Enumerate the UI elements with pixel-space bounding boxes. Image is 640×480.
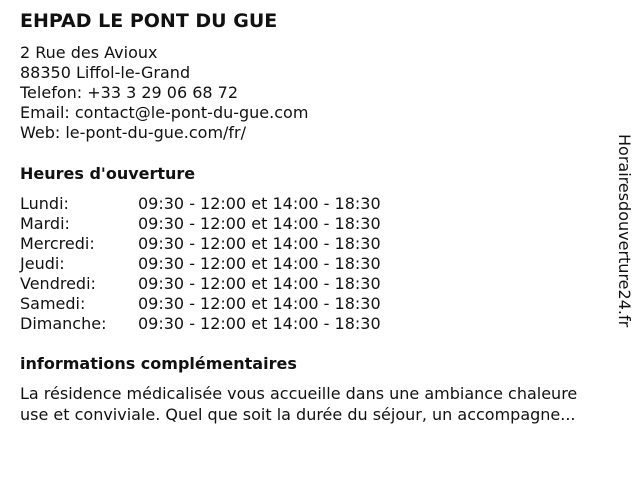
page-title: EHPAD LE PONT DU GUE	[20, 10, 278, 32]
hours-time: 09:30 - 12:00 et 14:00 - 18:30	[138, 194, 381, 213]
hours-day: Vendredi:	[20, 274, 96, 293]
address-street: 2 Rue des Avioux	[20, 43, 158, 62]
phone-number: Telefon: +33 3 29 06 68 72	[20, 83, 239, 102]
hours-day: Dimanche:	[20, 314, 107, 333]
opening-hours-table	[20, 194, 440, 334]
hours-heading: Heures d'ouverture	[20, 164, 196, 183]
hours-day: Mardi:	[20, 214, 70, 233]
website-url: Web: le-pont-du-gue.com/fr/	[20, 123, 247, 142]
hours-row-mercredi	[20, 234, 440, 254]
hours-time: 09:30 - 12:00 et 14:00 - 18:30	[138, 234, 381, 253]
hours-day: Mercredi:	[20, 234, 95, 253]
hours-row-jeudi	[20, 254, 440, 274]
hours-day: Lundi:	[20, 194, 69, 213]
hours-time: 09:30 - 12:00 et 14:00 - 18:30	[138, 294, 381, 313]
hours-row-lundi	[20, 194, 440, 214]
site-watermark: Horairesdouverture24.fr	[615, 134, 634, 328]
description-line: La résidence médicalisée vous accueille dans une ambiance chaleure	[20, 384, 578, 403]
hours-row-dimanche	[20, 314, 440, 334]
description-text	[20, 383, 630, 425]
info-heading: informations complémentaires	[20, 354, 297, 373]
hours-day: Jeudi:	[20, 254, 65, 273]
hours-time: 09:30 - 12:00 et 14:00 - 18:30	[138, 274, 381, 293]
hours-time: 09:30 - 12:00 et 14:00 - 18:30	[138, 214, 381, 233]
contact-block	[20, 43, 308, 143]
hours-row-vendredi	[20, 274, 440, 294]
email-address: Email: contact@le-pont-du-gue.com	[20, 103, 309, 122]
hours-time: 09:30 - 12:00 et 14:00 - 18:30	[138, 254, 381, 273]
address-city: 88350 Liffol-le-Grand	[20, 63, 191, 82]
description-line: use et conviviale. Quel que soit la durée du séjour, un accompagne...	[20, 405, 576, 424]
hours-row-mardi	[20, 214, 440, 234]
hours-day: Samedi:	[20, 294, 86, 313]
hours-time: 09:30 - 12:00 et 14:00 - 18:30	[138, 314, 381, 333]
hours-row-samedi	[20, 294, 440, 314]
